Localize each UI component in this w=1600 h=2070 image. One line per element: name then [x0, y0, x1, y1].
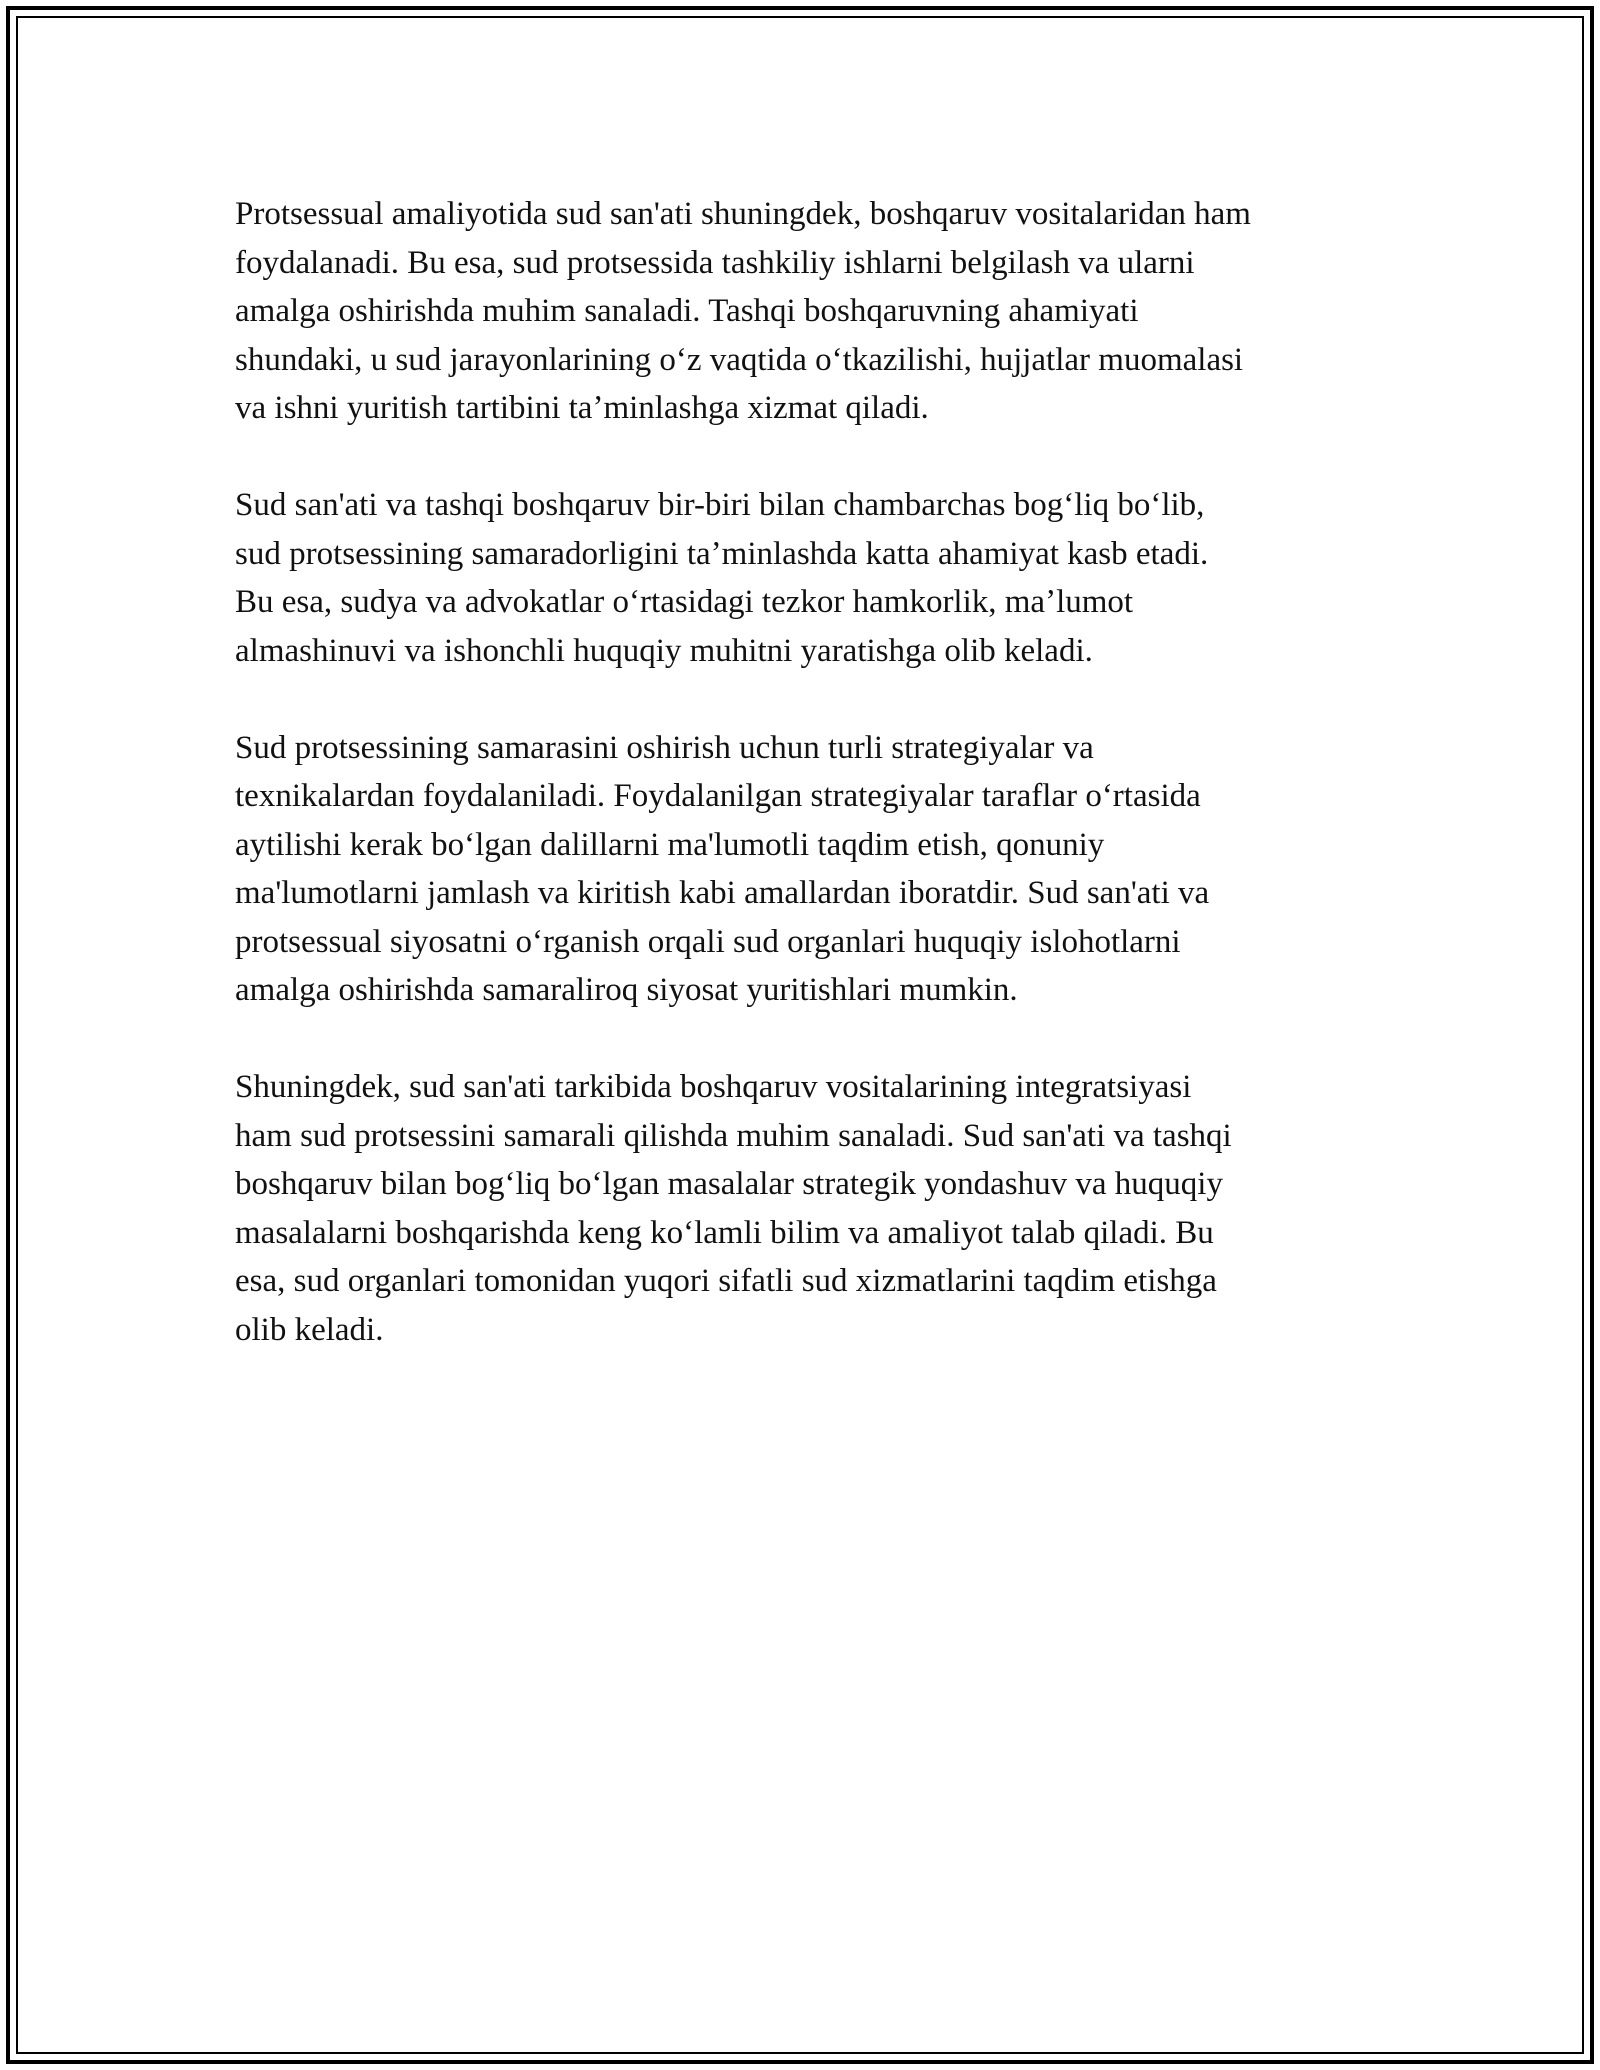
document-body — [235, 190, 1375, 1403]
paragraph-4: Shuningdek, sud san'ati tarkibida boshqaruv vositalarining integratsiyasi ham sud protsessini samarali qilishda muhim sanaladi. Sud san'ati va tashqi boshqaruv bilan bogʻliq boʻlgan masalalar strategik yondashuv va huquqiy masalalarni boshqarishda keng koʻlamli bilim va amaliyot talab qiladi. Bu esa, sud organlari tomonidan yuqori sifatli sud xizmatlarini taqdim etishga olib keladi. — [235, 1069, 1232, 1348]
paragraph-1: Protsessual amaliyotida sud san'ati shuningdek, boshqaruv vositalaridan ham foydalanadi. Bu esa, sud protsessida tashkiliy ishlarni belgilash va ularni amalga oshirishda muhim sanaladi. Tashqi boshqaruvning ahamiyati shundaki, u sud jarayonlarining oʻz vaqtida oʻtkazilishi, hujjatlar muomalasi va ishni yuritish tartibini taʼminlashga xizmat qiladi. — [235, 196, 1251, 426]
paragraph-2: Sud san'ati va tashqi boshqaruv bir-biri bilan chambarchas bogʻliq boʻlib, sud protsessining samaradorligini taʼminlashda katta ahamiyat kasb etadi. Bu esa, sudya va advokatlar oʻrtasidagi tezkor hamkorlik, maʼlumot almashinuvi va ishonchli huquqiy muhitni yaratishga olib keladi. — [235, 487, 1209, 669]
paragraph-3: Sud protsessining samarasini oshirish uchun turli strategiyalar va texnikalardan foydalaniladi. Foydalanilgan strategiyalar taraflar oʻrtasida aytilishi kerak boʻlgan dalillarni ma'lumotli taqdim etish, qonuniy ma'lumotlarni jamlash va kiritish kabi amallardan iboratdir. Sud san'ati va protsessual siyosatni oʻrganish orqali sud organlari huquqiy islohotlarni amalga oshirishda samaraliroq siyosat yuritishlari mumkin. — [235, 729, 1210, 1008]
